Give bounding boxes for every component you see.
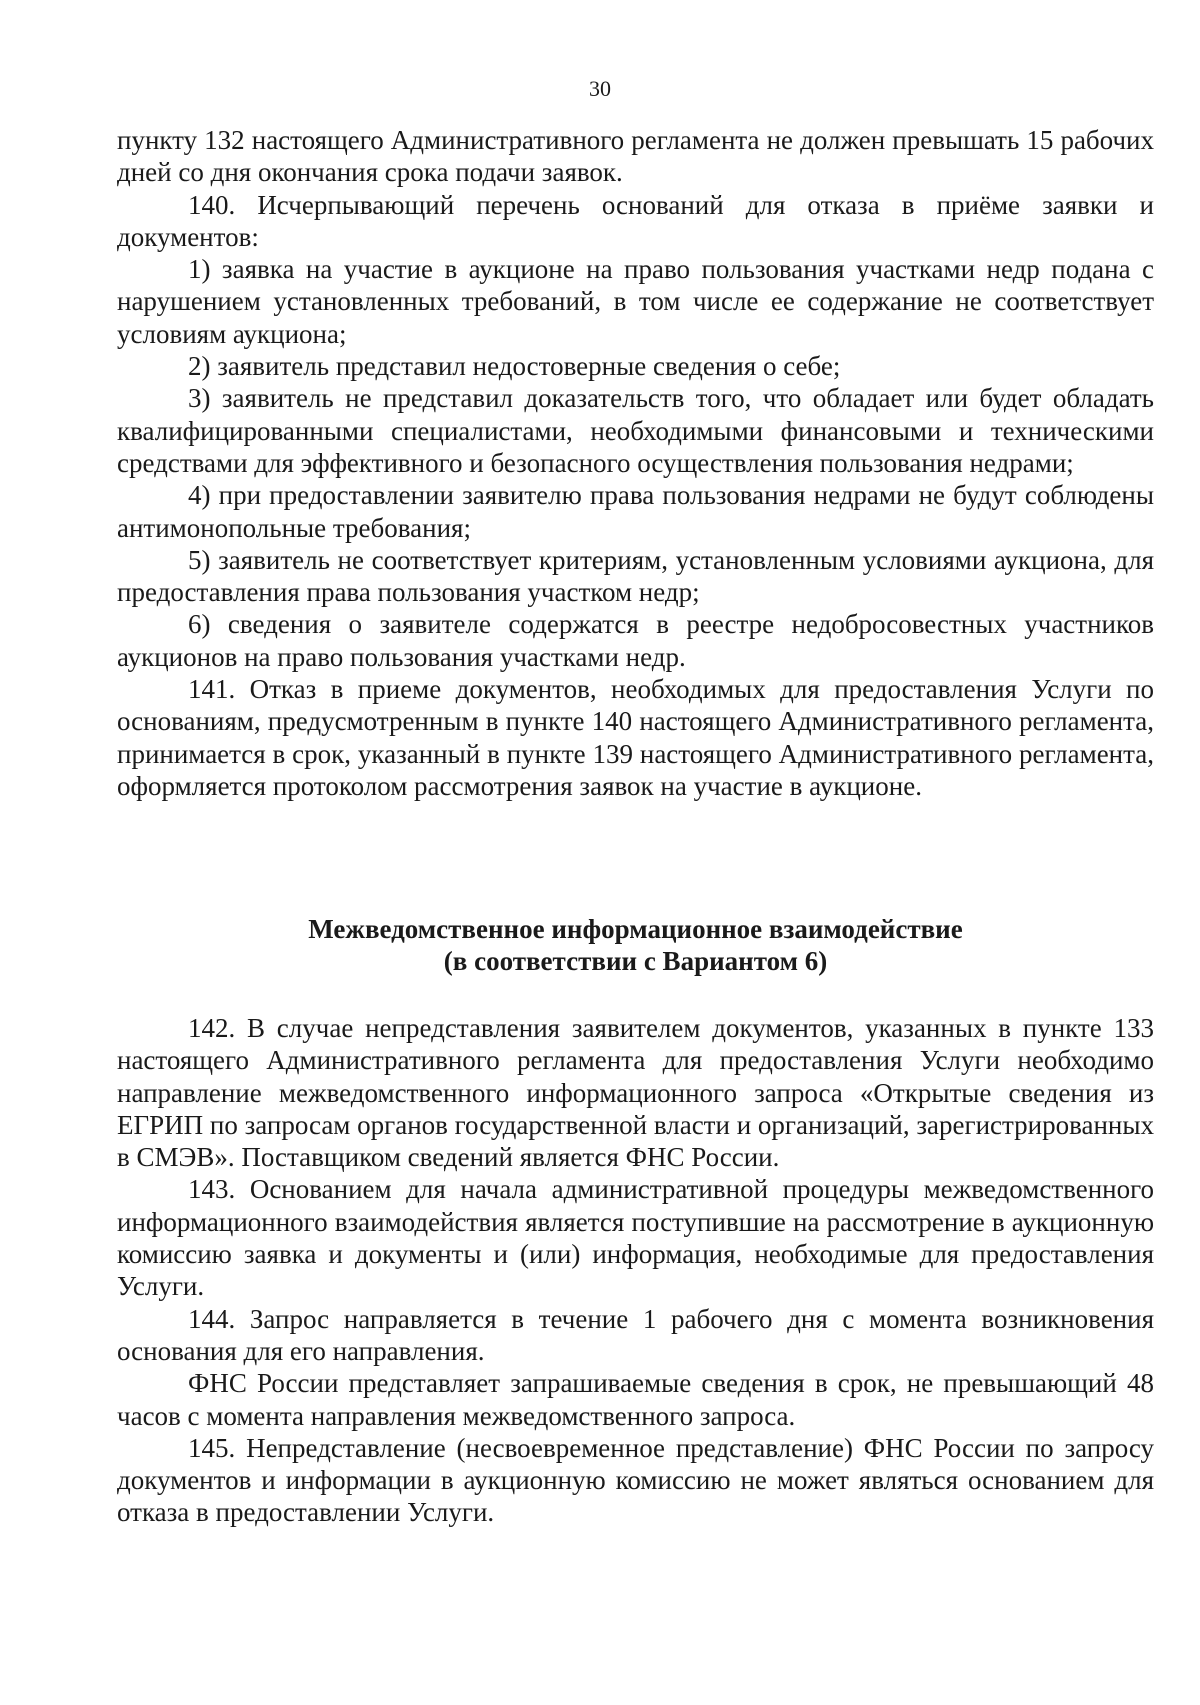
paragraph-fns-response: ФНС России представляет запрашиваемые сведения в срок, не превышающий 48 часов с момента направления межведомственного запроса. bbox=[117, 1368, 1154, 1431]
list-item-2: 2) заявитель представил недостоверные сведения о себе; bbox=[188, 351, 841, 382]
section-heading bbox=[117, 913, 1154, 977]
paragraph-continuation: пункту 132 настоящего Административного регламента не должен превышать 15 рабочих дней со дня окончания срока подачи заявок. bbox=[117, 125, 1154, 188]
paragraph-144: 144. Запрос направляется в течение 1 рабочего дня с момента возникновения основания для его направления. bbox=[117, 1303, 1154, 1366]
list-item-6: 6) сведения о заявителе содержатся в реестре недобросовестных участников аукционов на право пользования участками недр. bbox=[117, 609, 1154, 672]
list-item-3: 3) заявитель не представил доказательств того, что обладает или будет обладать квалифицированными специалистами, необходимыми финансовыми и техническими средствами для эффективного и безопасного осуществления пользования недрами; bbox=[117, 383, 1154, 478]
paragraph-145: 145. Непредставление (несвоевременное представление) ФНС России по запросу документов и информации в аукционную комиссию не может являться основанием для отказа в предоставлении Услуги. bbox=[117, 1432, 1154, 1528]
paragraph-140: 140. Исчерпывающий перечень оснований для отказа в приёме заявки и документов: bbox=[117, 189, 1154, 252]
text-section-top bbox=[117, 124, 1154, 802]
list-item-4: 4) при предоставлении заявителю права пользования недрами не будут соблюдены антимонопольные требования; bbox=[117, 480, 1154, 543]
section-heading-line-2: (в соответствии с Вариантом 6) bbox=[443, 946, 828, 976]
paragraph-143: 143. Основанием для начала административной процедуры межведомственного информационного взаимодействия является поступившие на рассмотрение в аукционную комиссию заявка и документы и (или) информация, необходимые для предоставления Услуги. bbox=[117, 1174, 1154, 1302]
page-number: 30 bbox=[589, 76, 611, 101]
paragraph-141: 141. Отказ в приеме документов, необходимых для предоставления Услуги по основаниям, предусмотренным в пункте 140 настоящего Административного регламента, принимается в срок, указанный в пункте 139 настоящего Административного регламента, оформляется протоколом рассмотрения заявок на участие в аукционе. bbox=[117, 674, 1154, 801]
section-heading-line-1: Межведомственное информационное взаимодействие bbox=[308, 914, 963, 944]
list-item-5: 5) заявитель не соответствует критериям, установленным условиями аукциона, для предоставления права пользования участком недр; bbox=[117, 544, 1154, 608]
list-item-1: 1) заявка на участие в аукционе на право пользования участками недр подана с нарушением установленных требований, в том числе ее содержание не соответствует условиям аукциона; bbox=[117, 254, 1154, 349]
paragraph-142: 142. В случае непредставления заявителем документов, указанных в пункте 133 настоящего Административного регламента для предоставления Услуги необходимо направление межведомственного информационного запроса «Открытые сведения из ЕГРИП по запросам органов государственной власти и организаций, зарегистрированных в СМЭВ». Поставщиком сведений является ФНС России. bbox=[117, 1013, 1154, 1173]
text-section-bottom bbox=[117, 1012, 1154, 1529]
